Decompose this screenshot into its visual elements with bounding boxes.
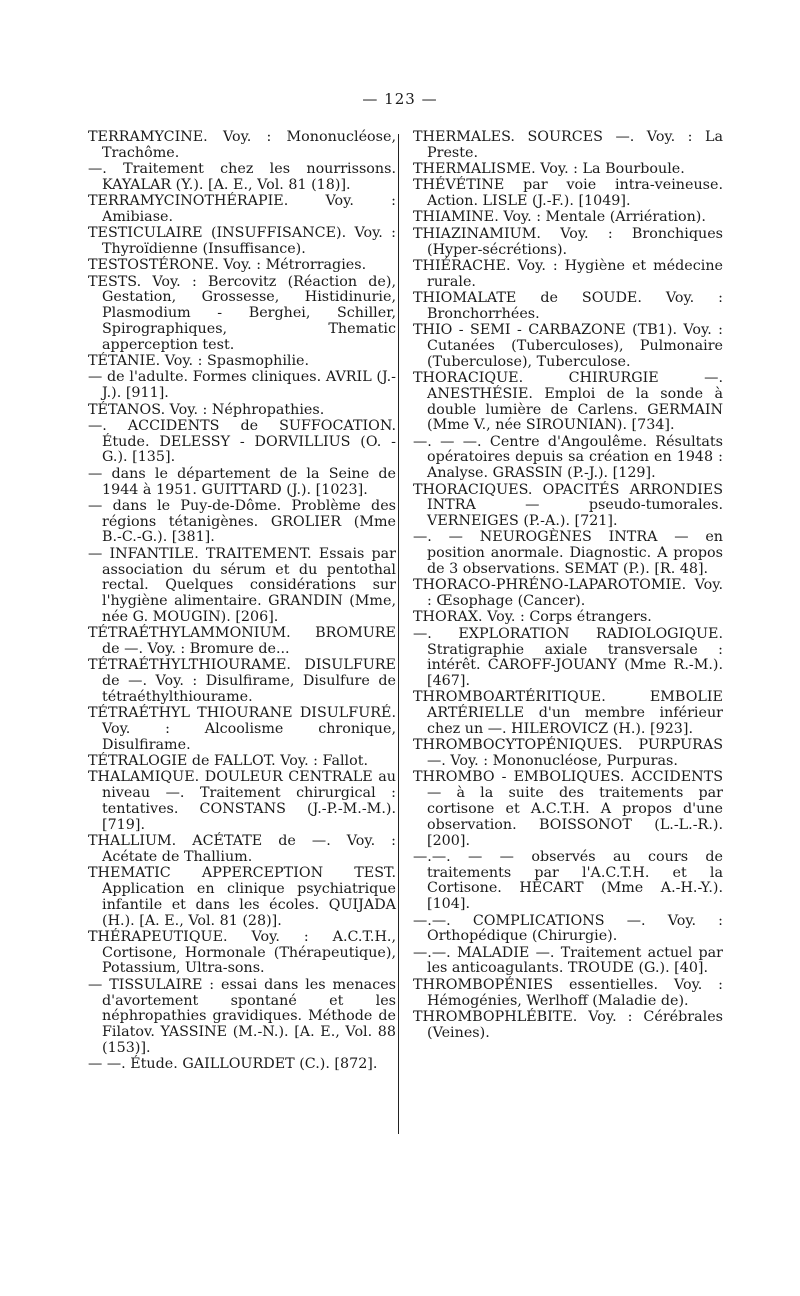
index-entry: [413, 162, 723, 178]
entry-text: dans le Puy-de-Dôme. Problème des régions tétanigènes. GROLIER (Mme B.-C.-G.). [381].: [102, 497, 397, 546]
entry-heading: THALAMIQUE.: [88, 769, 200, 786]
entry-text: de l'adulte. Formes cliniques. AVRIL (J.-J.). [911].: [102, 369, 396, 402]
entry-heading: —: [88, 1056, 103, 1073]
entry-text: de SOUDE. Voy. : Bronchorrhées.: [427, 289, 723, 322]
entry-heading: TESTICULAIRE (INSUFFISANCE).: [88, 225, 347, 242]
index-entry: [413, 738, 723, 770]
entry-heading: TÉTRAÉTHYLTHIOURAME.: [88, 657, 291, 674]
entry-text: APPERCEPTION TEST. Application en clinique psychiatrique infantile et dans les écoles. QUIJADA (H.). [A. E., Vol. 81 (28)].: [102, 865, 397, 929]
column-divider: [398, 134, 399, 1134]
entry-text: DISULFURE de —. Voy. : Disulfirame, Disulfure de tétraéthylthiourame.: [102, 657, 396, 705]
index-entry: [88, 658, 396, 705]
index-entry: [88, 770, 396, 833]
index-entry: [413, 259, 723, 291]
entry-heading: THROMBOCYTOPÉNIQUES.: [413, 737, 623, 754]
entry-text: TISSULAIRE : essai dans les menaces d'avortement spontané et les néphropathies gravidiques. Méthode de Filatov. YASSINE (M.-N.). [A. E., Vol. 88 (153)].: [102, 976, 397, 1056]
entry-heading: THROMBOARTÉRITIQUE.: [413, 689, 606, 706]
index-entry: [413, 578, 723, 610]
index-entry: [413, 227, 723, 259]
entry-text: Voy. : Corps étrangers.: [487, 609, 652, 626]
index-entry: [88, 834, 396, 866]
entry-heading: TÉTRAÉTHYL THIOURANE: [88, 705, 293, 722]
index-entry: [413, 483, 723, 530]
entry-heading: —.: [413, 625, 432, 642]
index-entry: [88, 547, 396, 626]
index-entry: [413, 130, 723, 162]
index-entry: [88, 930, 396, 977]
entry-heading: THIAMINE.: [413, 209, 499, 226]
index-entry: [413, 435, 723, 482]
entry-text: Voy. : Œsophage (Cancer).: [427, 577, 723, 610]
entry-heading: THROMBOPHLÉBITE.: [413, 1008, 578, 1025]
entry-text: Voy. : Amibiase.: [102, 193, 396, 225]
entry-heading: THIAZINAMIUM.: [413, 225, 541, 242]
index-entry: [88, 194, 396, 226]
entry-text: DISULFURÉ. Voy. : Alcoolisme chronique, Disulfirame.: [102, 705, 396, 753]
page-number: — 123 —: [362, 90, 438, 108]
entry-text: ACÉTATE de —. Voy. : Acétate de Thallium.: [102, 833, 396, 865]
entry-text: Traitement chez les nourrissons. KAYALAR (Y.). [A. E., Vol. 81 (18)].: [102, 161, 396, 193]
entry-text: BROMURE de —. Voy. : Bromure de...: [102, 625, 396, 657]
index-entry: [413, 291, 723, 323]
entry-heading: THALLIUM.: [88, 833, 177, 850]
entry-heading: —.: [88, 417, 107, 434]
index-entry: [413, 371, 723, 434]
index-entry: [88, 419, 396, 466]
index-entry: [413, 770, 723, 849]
entry-text: (TB1). Voy. : Cutanées (Tuberculoses), Pulmonaire (Tuberculose), Tuberculose.: [427, 322, 724, 370]
entry-text: EMBOLIE ARTÉRIELLE d'un membre inférieur chez un —. HILEROVICZ (H.). [923].: [427, 689, 723, 737]
index-entry: [88, 978, 396, 1057]
entry-heading: THERMALISME.: [413, 161, 536, 178]
entry-heading: —.—.: [413, 944, 451, 961]
entry-heading: TESTOSTÉRONE.: [88, 257, 219, 274]
entry-text: Voy. : Thyroïdienne (Insuffisance).: [102, 225, 396, 258]
entry-heading: THORACIQUES.: [413, 481, 533, 498]
index-entry: [413, 690, 723, 737]
index-entry: [413, 850, 723, 913]
entry-heading: THERMALES.: [413, 129, 515, 145]
index-entry: [88, 162, 396, 194]
entry-heading: —. — —.: [413, 433, 482, 450]
entry-text: MALADIE —. Traitement actuel par les anticoagulants. TROUDE (G.). [40].: [427, 944, 723, 977]
index-entry: [413, 210, 723, 226]
entry-text: de FALLOT. Voy. : Fallot.: [191, 753, 369, 770]
entry-heading: THROMBOPÉNIES: [413, 976, 554, 993]
index-entry: [413, 978, 723, 1010]
entry-heading: TÉTANIE.: [88, 353, 161, 370]
entry-text: OPACITÉS ARRONDIES INTRA — pseudo-tumorales. VERNEIGES (P.-A.). [721].: [427, 481, 723, 530]
entry-heading: —: [88, 545, 103, 562]
entry-text: Voy. : Cérébrales (Veines).: [427, 1008, 723, 1041]
entry-text: SOURCES —. Voy. : La Preste.: [427, 129, 723, 161]
entry-heading: —.—.: [413, 912, 451, 929]
entry-text: Voy. : Spasmophilie.: [164, 353, 310, 370]
index-entry: [88, 370, 396, 402]
entry-heading: THIO - SEMI - CARBAZONE: [413, 322, 626, 339]
entry-text: Voy. : Néphropathies.: [169, 401, 325, 418]
entry-text: par voie intra-veineuse. Action. LISLE (J.-F.). [1049].: [427, 177, 723, 210]
entry-heading: THÉVÉTINE: [413, 177, 505, 194]
entry-text: Voy. : Mononucléose, Trachôme.: [102, 129, 397, 161]
entry-heading: THIOMALATE: [413, 289, 517, 306]
index-entry: [88, 1057, 396, 1073]
index-entry: [413, 323, 723, 370]
entry-text: Voy. : Bercovitz (Réaction de), Gestation, Grossesse, Histidinurie, Plasmodium - Berghei, Schiller, Spirographiques, Thematic apperception test.: [102, 273, 396, 353]
entry-text: ACCIDENTS — à la suite des traitements par cortisone et A.C.T.H. A propos d'une observation. BOISSONOT (L.-L.-R.). [200].: [427, 769, 723, 849]
index-entry: [413, 610, 723, 626]
entry-text: ACCIDENTS de SUFFOCATION. Étude. DELESSY - DORVILLIUS (O. - G.). [135].: [102, 417, 396, 466]
index-entry: [88, 467, 396, 499]
left-column: [88, 130, 396, 1074]
entry-text: —. Étude. GAILLOURDET (C.). [872].: [106, 1056, 378, 1073]
entry-heading: TESTS.: [88, 273, 142, 290]
entry-text: CHIRURGIE —. ANESTHÉSIE. Emploi de la sonde à double lumière de Carlens. GERMAIN (Mme V., née SIROUNIAN). [734].: [427, 369, 723, 434]
index-entry: [88, 706, 396, 753]
entry-heading: TERRAMYCINOTHÉRAPIE.: [88, 193, 289, 210]
entry-text: COMPLICATIONS —. Voy. : Orthopédique (Chirurgie).: [427, 912, 723, 945]
entry-text: observés au cours de traitements par l'A.C.T.H. et la Cortisone. HÉCART (Mme A.-H.-Y.). [104].: [427, 848, 723, 913]
entry-heading: —: [88, 497, 103, 514]
entry-heading: —.: [88, 161, 107, 178]
index-entry: [413, 914, 723, 946]
entry-text: Voy. : Mentale (Arriération).: [503, 209, 706, 226]
entry-heading: THORAX.: [413, 609, 483, 626]
entry-text: INFANTILE. TRAITEMENT. Essais par association du sérum et du pentothal rectal. Quelques considérations sur l'hygiène alimentaire. GRANDIN (Mme, née G. MOUGIN). [206].: [102, 545, 397, 625]
entry-heading: THIÉRACHE.: [413, 257, 511, 274]
entry-text: — NEUROGÈNES INTRA — en position anormale. Diagnostic. A propos de 3 observations. SEMAT (P.). [R. 48].: [427, 529, 723, 578]
entry-heading: —.—. — —: [413, 848, 514, 865]
index-entry: [88, 258, 396, 274]
entry-heading: THORACIQUE.: [413, 369, 524, 386]
entry-heading: TÉTANOS.: [88, 401, 166, 418]
index-entry: [88, 403, 396, 419]
entry-heading: THÉRAPEUTIQUE.: [88, 928, 228, 945]
right-column: [413, 130, 723, 1042]
entry-text: Voy. : Hygiène et médecine rurale.: [427, 257, 724, 290]
index-entry: [413, 946, 723, 978]
index-entry: [88, 626, 396, 658]
entry-text: Centre d'Angoulême. Résultats opératoires depuis sa création en 1948 : Analyse. GRASSIN (P.-J.). [129].: [427, 433, 724, 482]
entry-text: Voy. : La Bourboule.: [540, 161, 685, 178]
entry-heading: —: [88, 369, 103, 386]
entry-heading: TÉTRALOGIE: [88, 753, 188, 770]
entry-heading: —: [88, 976, 103, 993]
entry-heading: —: [88, 465, 103, 482]
index-entry: [413, 627, 723, 690]
index-entry: [88, 275, 396, 354]
index-entry: [413, 530, 723, 577]
entry-text: Voy. : A.C.T.H., Cortisone, Hormonale (Thérapeutique), Potassium, Ultra-sons.: [102, 928, 396, 977]
entry-heading: THROMBO - EMBOLIQUES.: [413, 769, 625, 786]
index-entry: [88, 354, 396, 370]
index-entry: [413, 1010, 723, 1042]
entry-heading: THORACO-PHRÉNO-LAPAROTOMIE.: [413, 577, 687, 594]
index-entry: [88, 226, 396, 258]
entry-heading: —.: [413, 529, 432, 546]
index-entry: [413, 178, 723, 210]
index-entry: [88, 130, 396, 162]
entry-text: Voy. : Bronchiques (Hyper-sécrétions).: [427, 225, 723, 258]
entry-text: Voy. : Métrorragies.: [223, 257, 367, 274]
entry-heading: TERRAMYCINE.: [88, 129, 208, 145]
index-entry: [88, 866, 396, 929]
index-entry: [88, 499, 396, 546]
entry-text: dans le département de la Seine de 1944 à 1951. GUITTARD (J.). [1023].: [102, 465, 397, 498]
entry-text: essentielles. Voy. : Hémogénies, Werlhoff (Maladie de).: [427, 976, 723, 1009]
index-entry: [88, 754, 396, 770]
entry-heading: THEMATIC: [88, 865, 171, 882]
entry-text: DOULEUR CENTRALE au niveau —. Traitement chirurgical : tentatives. CONSTANS (J.-P.-M.-M.). [719].: [102, 769, 396, 833]
entry-heading: TÉTRAÉTHYLAMMONIUM.: [88, 625, 291, 642]
entry-text: EXPLORATION RADIOLOGIQUE. Stratigraphie axiale transversale : intérêt. CAROFF-JOUANY (Mme R.-M.). [467].: [427, 625, 723, 690]
entry-text: PURPURAS —. Voy. : Mononucléose, Purpuras.: [427, 737, 723, 770]
